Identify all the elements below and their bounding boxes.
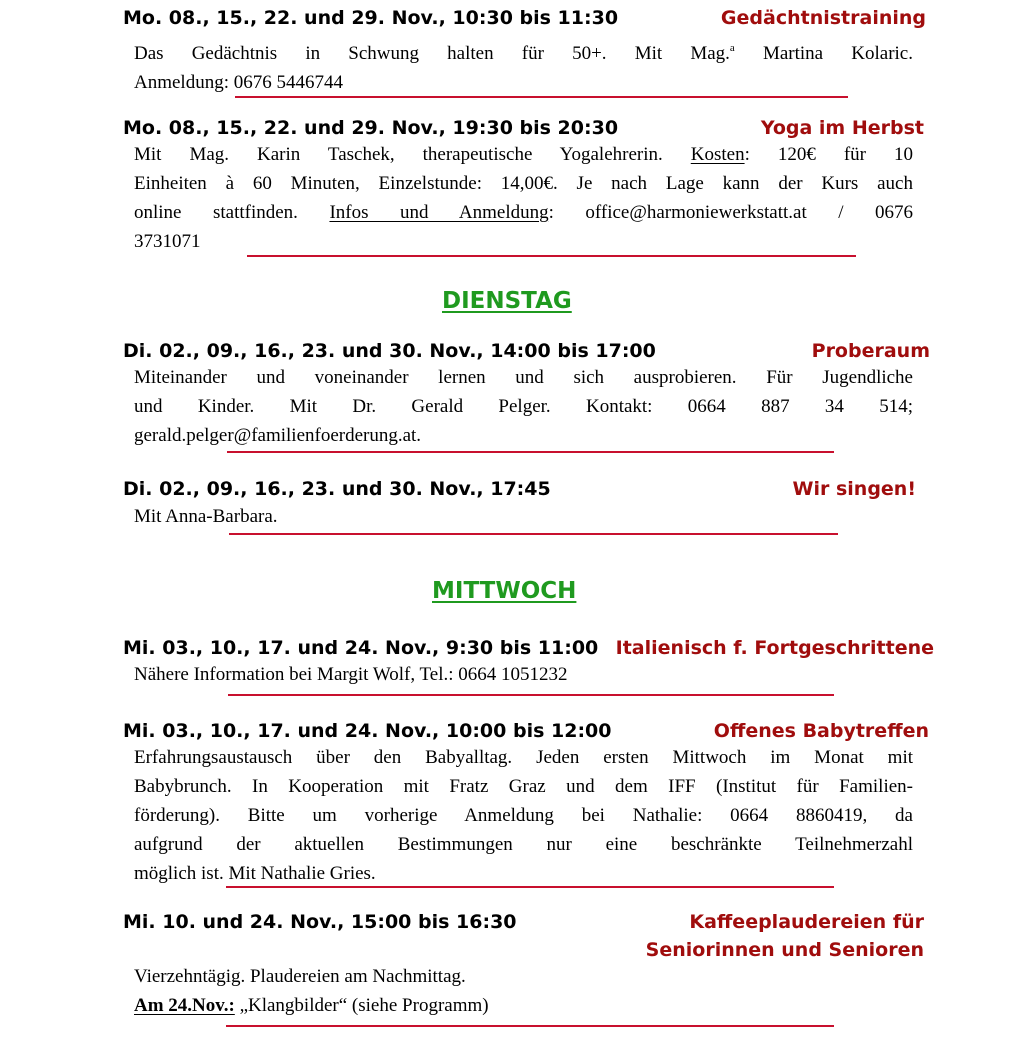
divider-rule	[229, 533, 838, 535]
divider-rule	[226, 1025, 834, 1027]
divider-rule	[247, 255, 856, 257]
event-body-babytreffen	[134, 743, 913, 888]
event-header-yoga: Mo. 08., 15., 22. und 29. Nov., 19:30 bis 20:30	[123, 117, 619, 139]
body-line: gerald.pelger@familienfoerderung.at.	[134, 425, 422, 446]
event-header-kaffeeplaudereien: Mi. 10. und 24. Nov., 15:00 bis 16:30	[123, 911, 517, 933]
event-body-wir-singen	[134, 502, 913, 531]
body-line: Am 24.Nov.: „Klangbilder“ (siehe Programm)	[134, 995, 489, 1016]
divider-rule	[228, 694, 834, 696]
event-body-italienisch	[134, 660, 913, 689]
title-line: Kaffeeplaudereien für	[689, 911, 924, 933]
day-heading-tuesday: DIENSTAG	[442, 288, 572, 314]
body-line: aufgrund der aktuellen Bestimmungen nur eine beschränkte Teilnehmerzahl	[134, 834, 913, 855]
event-title-gedaechtnistraining: Gedächtnistraining	[720, 7, 926, 29]
event-body-kaffeeplaudereien	[134, 962, 913, 1020]
event-title-yoga: Yoga im Herbst	[760, 117, 924, 139]
body-line: Erfahrungsaustausch über den Babyalltag. Jeden ersten Mittwoch im Monat mit	[134, 747, 913, 768]
body-line: 3731071	[134, 231, 201, 252]
event-header-italienisch: Mi. 03., 10., 17. und 24. Nov., 9:30 bis 11:00	[123, 637, 599, 659]
body-line: möglich ist. Mit Nathalie Gries.	[134, 863, 376, 884]
event-title-kaffeeplaudereien	[646, 908, 924, 964]
title-line: Seniorinnen und Senioren	[645, 939, 924, 961]
body-line: Mit Anna-Barbara.	[134, 506, 278, 527]
event-header-wir-singen: Di. 02., 09., 16., 23. und 30. Nov., 17:45	[123, 478, 551, 500]
event-body-yoga	[134, 140, 913, 256]
body-line: förderung). Bitte um vorherige Anmeldung bei Nathalie: 0664 8860419, da	[134, 805, 913, 826]
event-body-gedaechtnistraining	[134, 34, 913, 97]
event-title-wir-singen: Wir singen!	[792, 478, 916, 500]
body-line: und Kinder. Mit Dr. Gerald Pelger. Kontakt: 0664 887 34 514;	[134, 396, 913, 417]
body-line: Das Gedächtnis in Schwung halten für 50+. Mit Mag.$^a$ Martina Kolaric.	[134, 42, 913, 64]
body-line: online stattfinden. Infos und Anmeldung: office@harmoniewerkstatt.at / 0676	[134, 202, 913, 223]
body-line: Einheiten à 60 Minuten, Einzelstunde: 14,00€. Je nach Lage kann der Kurs auch	[134, 173, 913, 194]
event-header-proberaum: Di. 02., 09., 16., 23. und 30. Nov., 14:00 bis 17:00	[123, 340, 656, 362]
body-line: Miteinander und voneinander lernen und sich ausprobieren. Für Jugendliche	[134, 367, 913, 388]
event-title-italienisch: Italienisch f. Fortgeschrittene	[615, 637, 934, 659]
event-title-proberaum: Proberaum	[811, 340, 930, 362]
body-line: Nähere Information bei Margit Wolf, Tel.: 0664 1051232	[134, 664, 568, 685]
event-body-proberaum	[134, 363, 913, 450]
body-line: Babybrunch. In Kooperation mit Fratz Graz und dem IFF (Institut für Familien-	[134, 776, 913, 797]
body-line: Mit Mag. Karin Taschek, therapeutische Yogalehrerin. Kosten: 120€ für 10	[134, 144, 913, 165]
divider-rule	[235, 96, 848, 98]
event-header-babytreffen: Mi. 03., 10., 17. und 24. Nov., 10:00 bis 12:00	[123, 720, 612, 742]
body-line: Anmeldung: 0676 5446744	[134, 72, 343, 93]
body-line: Vierzehntägig. Plaudereien am Nachmittag.	[134, 966, 466, 987]
event-title-babytreffen: Offenes Babytreffen	[713, 720, 929, 742]
event-header-gedaechtnistraining: Mo. 08., 15., 22. und 29. Nov., 10:30 bis 11:30	[123, 7, 619, 29]
day-heading-wednesday: MITTWOCH	[432, 578, 577, 604]
divider-rule	[226, 886, 834, 888]
divider-rule	[227, 451, 834, 453]
